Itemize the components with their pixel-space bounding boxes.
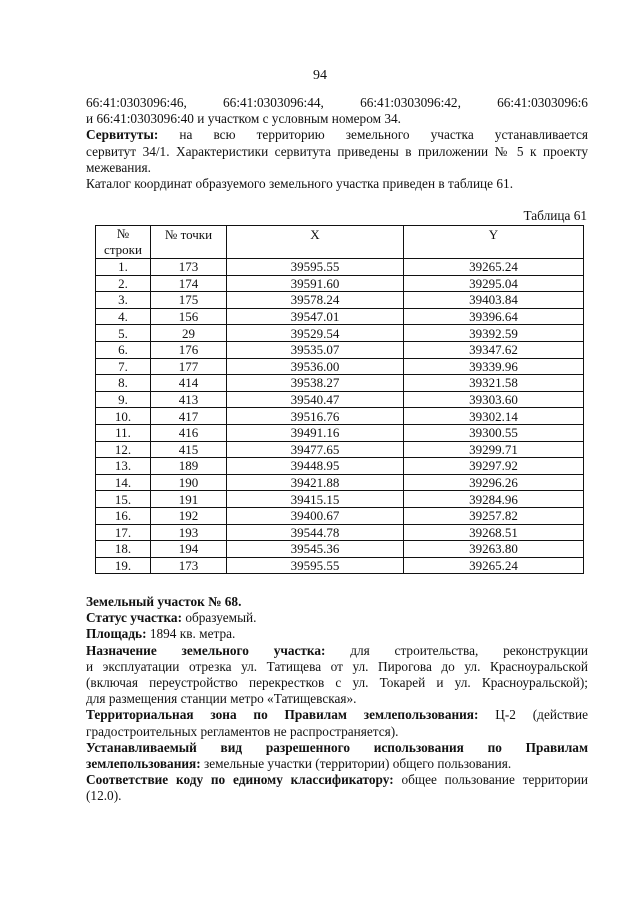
purpose-word: для bbox=[350, 642, 370, 658]
cell-point-number: 173 bbox=[151, 557, 227, 574]
cell-x: 39400.67 bbox=[227, 507, 404, 524]
servitude-line-1 bbox=[86, 127, 588, 143]
cell-y: 39299.71 bbox=[404, 441, 584, 458]
cell-point-number: 416 bbox=[151, 424, 227, 441]
cell-row-number: 3. bbox=[96, 292, 151, 309]
purpose-line-2: и эксплуатации отрезка ул. Татищева от ул. Пирогова до ул. Красноуральской bbox=[86, 658, 588, 674]
cell-point-number: 190 bbox=[151, 474, 227, 491]
cell-row-number: 11. bbox=[96, 424, 151, 441]
cell-row-number: 15. bbox=[96, 491, 151, 508]
permitted-label-2: землепользования: bbox=[86, 756, 201, 772]
purpose-line-4: для размещения станции метро «Татищевская». bbox=[86, 691, 357, 707]
cadastral-code: 66:41:0303096:46, bbox=[86, 95, 187, 110]
table-row bbox=[96, 458, 584, 475]
cell-x: 39535.07 bbox=[227, 341, 404, 358]
cell-point-number: 177 bbox=[151, 358, 227, 375]
cell-x: 39547.01 bbox=[227, 308, 404, 325]
cell-point-number: 176 bbox=[151, 341, 227, 358]
cell-x: 39477.65 bbox=[227, 441, 404, 458]
coordinates-table bbox=[95, 225, 584, 574]
purpose-word: строительства, bbox=[394, 642, 479, 658]
cell-y: 39268.51 bbox=[404, 524, 584, 541]
cell-point-number: 193 bbox=[151, 524, 227, 541]
cell-row-number: 4. bbox=[96, 308, 151, 325]
cell-x: 39595.55 bbox=[227, 259, 404, 276]
classifier-line-1 bbox=[86, 772, 588, 788]
table-row bbox=[96, 408, 584, 425]
zone-line-2: градостроительных регламентов не распространяется). bbox=[86, 723, 399, 739]
intro-line-2: и 66:41:0303096:40 и участком с условным номером 34. bbox=[86, 111, 401, 127]
servitude-line-2: сервитут 34/1. Характеристики сервитута приведены в приложении № 5 к проекту bbox=[86, 143, 588, 159]
cell-y: 39321.58 bbox=[404, 375, 584, 392]
intro-section bbox=[86, 95, 588, 192]
table-row bbox=[96, 375, 584, 392]
area-label: Площадь: bbox=[86, 626, 147, 642]
cell-row-number: 14. bbox=[96, 474, 151, 491]
area-line bbox=[86, 626, 588, 642]
table-row bbox=[96, 275, 584, 292]
cell-x: 39544.78 bbox=[227, 524, 404, 541]
cell-y: 39300.55 bbox=[404, 424, 584, 441]
cell-x: 39448.95 bbox=[227, 458, 404, 475]
permitted-line-2 bbox=[86, 756, 588, 772]
table-row bbox=[96, 358, 584, 375]
purpose-label-word: земельного bbox=[181, 642, 249, 658]
cell-y: 39257.82 bbox=[404, 507, 584, 524]
table-row bbox=[96, 557, 584, 574]
cell-row-number: 1. bbox=[96, 259, 151, 276]
page-number: 94 bbox=[313, 68, 327, 83]
cell-point-number: 413 bbox=[151, 391, 227, 408]
cell-point-number: 415 bbox=[151, 441, 227, 458]
plot-title-text: Земельный участок № 68. bbox=[86, 594, 242, 609]
purpose-label-word: участка: bbox=[273, 642, 326, 658]
cell-row-number: 19. bbox=[96, 557, 151, 574]
status-value: образуемый. bbox=[185, 610, 257, 626]
cell-x: 39415.15 bbox=[227, 491, 404, 508]
cadastral-codes-line bbox=[86, 95, 588, 111]
classifier-line-2: (12.0). bbox=[86, 788, 122, 804]
permitted-label-1: Устанавливаемый вид разрешенного использования по Правилам bbox=[86, 739, 588, 755]
cell-y: 39339.96 bbox=[404, 358, 584, 375]
cell-row-number: 8. bbox=[96, 375, 151, 392]
cell-point-number: 29 bbox=[151, 325, 227, 342]
cell-row-number: 13. bbox=[96, 458, 151, 475]
cell-point-number: 192 bbox=[151, 507, 227, 524]
cell-point-number: 191 bbox=[151, 491, 227, 508]
cell-row-number: 17. bbox=[96, 524, 151, 541]
table-row bbox=[96, 391, 584, 408]
table-row bbox=[96, 441, 584, 458]
table-row bbox=[96, 524, 584, 541]
cell-row-number: 12. bbox=[96, 441, 151, 458]
cell-row-number: 6. bbox=[96, 341, 151, 358]
plot-section bbox=[86, 594, 588, 805]
purpose-label-word: Назначение bbox=[86, 642, 157, 658]
cell-y: 39263.80 bbox=[404, 541, 584, 558]
header-y: Y bbox=[404, 226, 584, 259]
purpose-line-3: (включая переустройство перекрестков с ул. Токарей и ул. Красноуральской); bbox=[86, 675, 588, 691]
table-row bbox=[96, 308, 584, 325]
status-line bbox=[86, 610, 588, 626]
table-row bbox=[96, 491, 584, 508]
cell-x: 39538.27 bbox=[227, 375, 404, 392]
cell-y: 39265.24 bbox=[404, 259, 584, 276]
servitude-label: Сервитуты: bbox=[86, 127, 159, 143]
header-point-number: № точки bbox=[151, 226, 227, 259]
table-header-row bbox=[96, 226, 584, 259]
zone-line-1 bbox=[86, 707, 588, 723]
cell-x: 39591.60 bbox=[227, 275, 404, 292]
cell-y: 39403.84 bbox=[404, 292, 584, 309]
cell-x: 39545.36 bbox=[227, 541, 404, 558]
cell-row-number: 16. bbox=[96, 507, 151, 524]
cell-y: 39347.62 bbox=[404, 341, 584, 358]
zone-label: Территориальная зона по Правилам землепользования: bbox=[86, 707, 479, 723]
area-value: 1894 кв. метра. bbox=[149, 626, 236, 642]
cell-y: 39302.14 bbox=[404, 408, 584, 425]
cell-x: 39540.47 bbox=[227, 391, 404, 408]
cell-y: 39396.64 bbox=[404, 308, 584, 325]
table-row bbox=[96, 541, 584, 558]
cell-row-number: 7. bbox=[96, 358, 151, 375]
servitude-text-1: на всю территорию земельного участка устанавливается bbox=[179, 127, 589, 143]
plot-title bbox=[86, 594, 588, 610]
table-body bbox=[96, 259, 584, 574]
cell-point-number: 189 bbox=[151, 458, 227, 475]
servitude-line-3: межевания. bbox=[86, 159, 151, 175]
header-row-number-line-2: строки bbox=[104, 242, 142, 257]
cell-point-number: 414 bbox=[151, 375, 227, 392]
cell-row-number: 2. bbox=[96, 275, 151, 292]
table-row bbox=[96, 424, 584, 441]
cadastral-code: 66:41:0303096:44, bbox=[223, 95, 324, 110]
cell-x: 39578.24 bbox=[227, 292, 404, 309]
table-row bbox=[96, 341, 584, 358]
cadastral-code: 66:41:0303096:42, bbox=[360, 95, 461, 110]
header-row-number-line-1: № bbox=[116, 226, 130, 241]
cell-y: 39297.92 bbox=[404, 458, 584, 475]
cell-row-number: 10. bbox=[96, 408, 151, 425]
cell-y: 39295.04 bbox=[404, 275, 584, 292]
cell-point-number: 156 bbox=[151, 308, 227, 325]
catalog-sentence: Каталог координат образуемого земельного участка приведен в таблице 61. bbox=[86, 176, 514, 192]
table-row bbox=[96, 259, 584, 276]
cell-x: 39529.54 bbox=[227, 325, 404, 342]
cell-y: 39392.59 bbox=[404, 325, 584, 342]
cell-x: 39595.55 bbox=[227, 557, 404, 574]
cell-y: 39296.26 bbox=[404, 474, 584, 491]
cell-x: 39491.16 bbox=[227, 424, 404, 441]
cell-y: 39303.60 bbox=[404, 391, 584, 408]
status-label: Статус участка: bbox=[86, 610, 183, 626]
cell-point-number: 173 bbox=[151, 259, 227, 276]
cell-row-number: 9. bbox=[96, 391, 151, 408]
cell-point-number: 174 bbox=[151, 275, 227, 292]
purpose-word: реконструкции bbox=[503, 642, 588, 658]
table-row bbox=[96, 325, 584, 342]
cell-row-number: 18. bbox=[96, 541, 151, 558]
classifier-value-1: общее пользование территории bbox=[401, 772, 588, 788]
cadastral-code: 66:41:0303096:6 bbox=[497, 95, 588, 110]
cell-y: 39265.24 bbox=[404, 557, 584, 574]
table-row bbox=[96, 474, 584, 491]
permitted-line-1 bbox=[86, 740, 588, 756]
header-row-number bbox=[96, 226, 151, 259]
table-row bbox=[96, 292, 584, 309]
cell-y: 39284.96 bbox=[404, 491, 584, 508]
header-x: X bbox=[227, 226, 404, 259]
classifier-label: Соответствие коду по единому классификатору: bbox=[86, 772, 394, 788]
purpose-line-1 bbox=[86, 643, 588, 659]
cell-row-number: 5. bbox=[96, 325, 151, 342]
table-row bbox=[96, 507, 584, 524]
cell-point-number: 194 bbox=[151, 541, 227, 558]
cell-point-number: 417 bbox=[151, 408, 227, 425]
cell-x: 39536.00 bbox=[227, 358, 404, 375]
zone-value-1: Ц-2 (действие bbox=[495, 707, 588, 723]
permitted-value: земельные участки (территории) общего пользования. bbox=[203, 756, 512, 772]
table-caption: Таблица 61 bbox=[523, 208, 587, 223]
cell-x: 39421.88 bbox=[227, 474, 404, 491]
cell-x: 39516.76 bbox=[227, 408, 404, 425]
cell-point-number: 175 bbox=[151, 292, 227, 309]
